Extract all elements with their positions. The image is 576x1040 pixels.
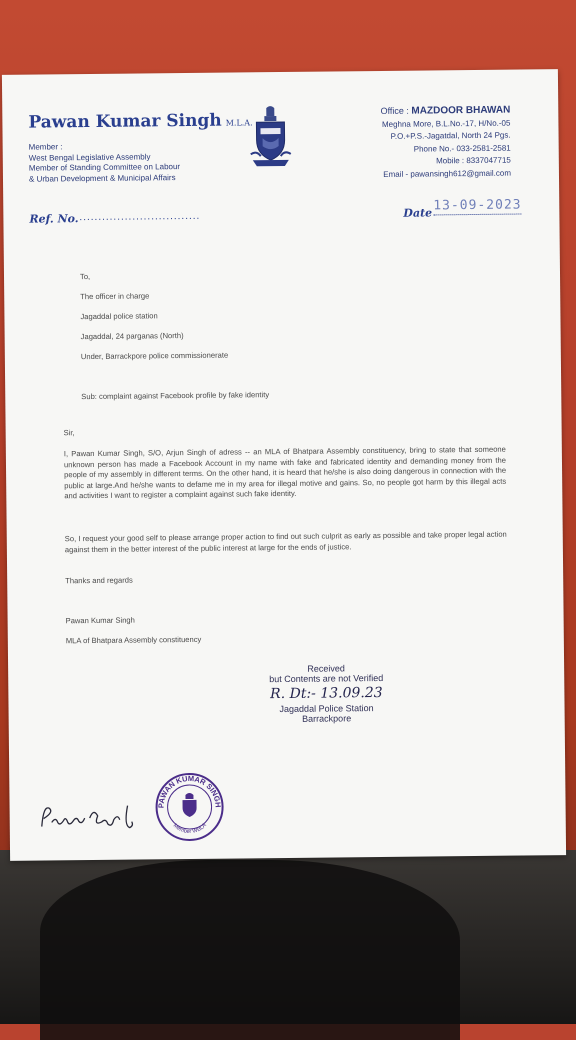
ref-label: Ref. No. (29, 212, 79, 226)
received-line: but Contents are not Verified (269, 672, 384, 685)
letter-page (2, 69, 566, 861)
office-line: Phone No.- 033-2581-2581 (413, 143, 511, 154)
office-line: P.O.+P.S.-Jagatdal, North 24 Pgs. (390, 130, 511, 141)
photographer-shadow (40, 860, 460, 1040)
received-line: Barrackpore (302, 713, 352, 724)
date-value: 13-09-2023 (433, 197, 522, 214)
subject-line: Sub: complaint against Facebook profile by fake identity (81, 390, 270, 402)
state-emblem-icon (248, 104, 293, 168)
letterhead-name-suffix: M.L.A. (225, 118, 253, 128)
received-line: Jagaddal Police Station (279, 703, 374, 715)
member-details (29, 141, 181, 185)
letterhead-name-text: Pawan Kumar Singh (28, 110, 222, 133)
signatory-title: MLA of Bhatpara Assembly constituency (65, 634, 202, 646)
official-seal (153, 771, 226, 844)
member-line: & Urban Development & Municipal Affairs (28, 172, 176, 184)
address-line: Under, Barrackpore police commissionerate (80, 350, 229, 362)
office-line: Meghna More, B.L.No.-17, H/No.-05 (381, 118, 511, 129)
address-line: Jagaddal, 24 parganas (North) (80, 331, 184, 342)
signatory-name: Pawan Kumar Singh (65, 615, 135, 626)
date-label: Date (403, 206, 433, 220)
body-paragraph-2: So, I request your good self to please arrange proper action to find out such culprit as early as possible and take proper legal action against them in the better interest of the public interest at large for the ends of justice. (64, 529, 507, 554)
member-line: Member : (28, 142, 63, 152)
received-line: Received (307, 663, 345, 674)
salutation: Sir, (63, 428, 75, 438)
letterhead-name (28, 110, 252, 132)
address-line: Jagaddal police station (80, 311, 158, 322)
office-title (380, 104, 510, 119)
received-handwritten-date: R. Dt:- 13.09.23 (270, 684, 383, 703)
seal-top-text: PAWAN KUMAR SINGH (156, 773, 223, 809)
closing: Thanks and regards (65, 575, 133, 586)
member-line: West Bengal Legislative Assembly (28, 151, 151, 163)
office-label: Office : (380, 105, 412, 116)
office-line: Email - pawansingh612@gmail.com (383, 168, 511, 179)
handwritten-signature (35, 795, 145, 836)
office-name: MAZDOOR BHAWAN (411, 104, 511, 117)
seal-bottom-text: Member WBLA (171, 822, 208, 836)
address-line: To, (79, 272, 91, 282)
received-stamp (226, 663, 427, 725)
office-line: Mobile : 8337047715 (436, 155, 511, 166)
body-paragraph-1: I, Pawan Kumar Singh, S/O, Arjun Singh of adress -- an MLA of Bhatpara Assembly constituency, bring to state that someone unknown person has made a Facebook Account in my name with fake and fabricated identity and demanding money from the people of my assembly in different terms. On the other hand, it is heard that he/she is also doing dangerous in connection with the public at large.And he/she wants to defame me in my area for illegal motive and gains. So, no people got harm by this illegal acts and activities I want to register a complaint against such fake identity. (63, 444, 507, 501)
member-line: Member of Standing Committee on Labour (28, 162, 181, 173)
address-line: The officer in charge (80, 291, 150, 302)
ref-dots: ................................ (79, 210, 201, 224)
office-details (380, 104, 511, 181)
